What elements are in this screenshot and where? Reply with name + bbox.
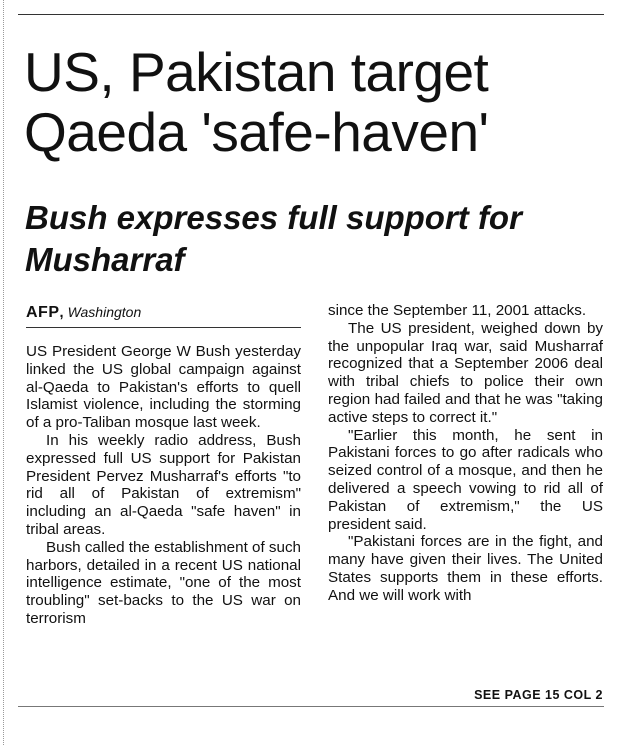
bottom-rule	[18, 706, 604, 707]
page-edge-divider	[3, 0, 4, 745]
paragraph: In his weekly radio address, Bush expressed full US support for Pakistan President Pervez Musharraf's efforts "to rid all of Pakistan of extremism" including an al-Qaeda "safe haven" in tribal areas.	[26, 431, 301, 538]
headline: US, Pakistan target Qaeda 'safe-haven'	[24, 41, 489, 163]
byline-rule	[26, 327, 301, 328]
article-column-right	[328, 302, 603, 605]
paragraph: The US president, weighed down by the unpopular Iraq war, said Musharraf recognized that a September 2006 deal with tribal chiefs to police their own region had failed and that he was "taking active steps to correct it."	[328, 319, 603, 426]
paragraph: Bush called the establishment of such harbors, detailed in a recent US national intelligence estimate, "one of the most troubling" set-backs to the US war on terrorism	[26, 538, 301, 627]
byline	[26, 302, 301, 323]
subheadline: Bush expresses full support for Musharraf	[25, 199, 522, 278]
paragraph: "Pakistani forces are in the fight, and many have given their lives. The United States supports them in these efforts. And we will work with	[328, 533, 603, 604]
continuation-jump: SEE PAGE 15 COL 2	[474, 688, 603, 702]
byline-separator: ,	[59, 305, 64, 321]
paragraph: US President George W Bush yesterday linked the US global campaign against al-Qaeda to Pakistan's efforts to quell Islamist violence, including the storming of a pro-Taliban mosque last week.	[26, 343, 301, 432]
byline-agency: AFP	[26, 304, 60, 321]
paragraph: since the September 11, 2001 attacks.	[328, 302, 587, 319]
article-column-left	[26, 343, 301, 628]
byline-location: Washington	[67, 304, 142, 320]
top-rule	[18, 14, 604, 15]
paragraph: "Earlier this month, he sent in Pakistani forces to go after radicals who seized control of a mosque, and then he delivered a speech vowing to rid all of Pakistan of extremism," the US president said.	[328, 426, 603, 533]
